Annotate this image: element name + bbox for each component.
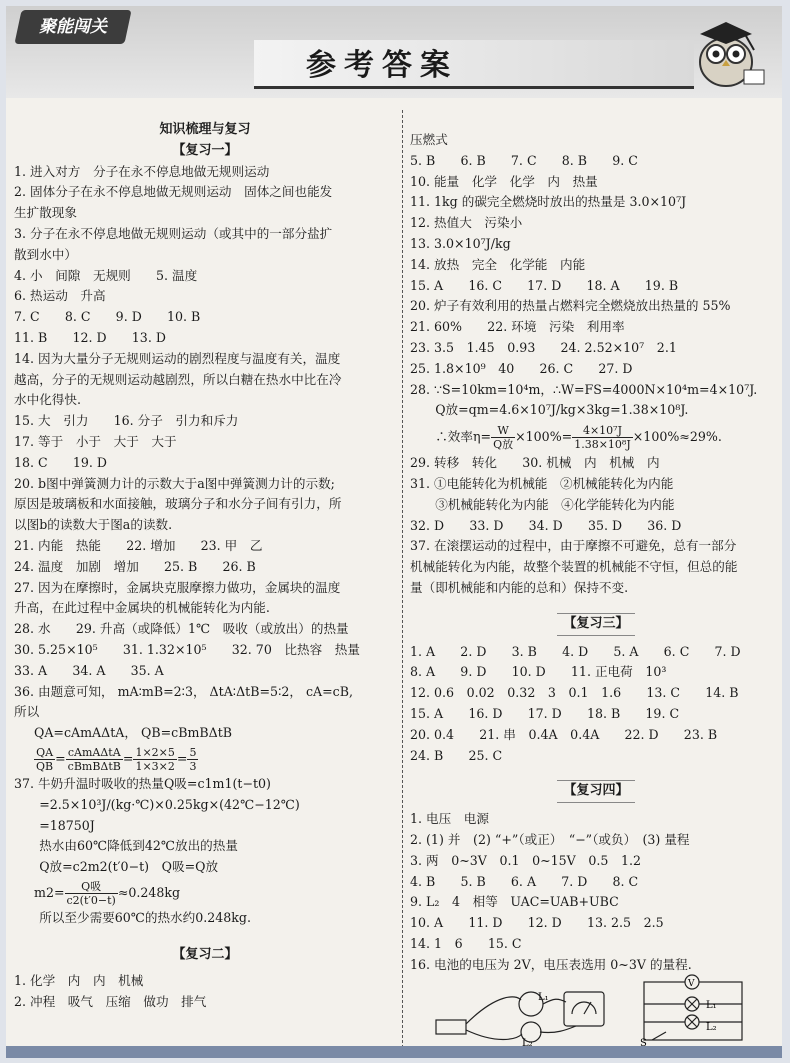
ratio-equation: $\frac{QA}{QB}$ = $\frac{\text{cAmAΔtA}}{\text{cBmBΔtB}}$ = $\frac{1\times 2\times 5}{1\times 3\times 2}$ = $\frac{5}{3}$ (36, 745, 197, 773)
answer-line: 14. 放热 完全 化学能 内能 (410, 256, 586, 272)
answer-line: 13. 3.0×10⁷J/kg (410, 235, 511, 251)
apparatus-drawing (436, 992, 604, 1042)
answer-line: 18. C 19. D (14, 454, 107, 470)
answer-line: ③机械能转化为内能 ④化学能转化为内能 (410, 496, 675, 512)
right-column (410, 130, 782, 975)
answer-line: 12. 热值大 污染小 (410, 215, 523, 231)
answer-line: 10. A 11. D 12. D 13. 2.5 2.5 (410, 915, 664, 931)
answer-line: 水中化得快. (14, 392, 81, 408)
answer-line: 21. 内能 热能 22. 增加 23. 甲 乙 (14, 537, 263, 553)
answer-line: 7. C 8. C 9. D 10. B (14, 309, 201, 325)
section-heading: 知识梳理与复习 (159, 122, 251, 137)
answer-line: 21. 60% 22. 环境 污染 利用率 (410, 319, 625, 335)
answer-line: 24. 温度 加剧 增加 25. B 26. B (14, 558, 256, 574)
fraction: $\frac{W}{\text{Q放}}$ (493, 424, 514, 452)
answer-line: 20. 0.4 21. 串 0.4A 0.4A 22. D 23. B (410, 726, 718, 742)
answer-line: 32. D 33. D 34. D 35. D 36. D (410, 517, 682, 533)
answer-line: 27. 因为在摩擦时，金属块克服摩擦力做功，金属块的温度 (14, 579, 341, 595)
fraction: $\frac{\text{cAmAΔtA}}{\text{cBmBΔtB}}$ (67, 745, 121, 773)
fig-label-l1: L₁ (538, 992, 549, 1003)
answer-line: 2. (1) 并 (2) “+”（或正） “−”（或负） (3) 量程 (410, 831, 690, 847)
fig-label-s: S (640, 1038, 647, 1046)
answer-line: 23. 3.5 1.45 0.93 24. 2.52×10⁷ 2.1 (410, 339, 677, 355)
answer-line: 量（即机械能和内能的总和）保持不变. (410, 579, 629, 595)
answer-line: 15. A 16. D 17. D 18. B 19. C (410, 705, 680, 721)
owl-mascot-icon (684, 10, 768, 90)
efficiency-equation: ∴效率η= $\frac{W}{\text{Q放}}$ ×100%= $\frac{\text{4×10⁷J}}{\text{1.38×10⁸J}}$ ×100%≈29%. (410, 424, 722, 452)
answer-line: 1. 化学 内 内 机械 (14, 973, 144, 989)
answer-line: 11. B 12. D 13. D (14, 329, 166, 345)
answer-line: 所以至少需要60℃的热水约0.248kg. (14, 909, 251, 925)
left-column (14, 120, 396, 1013)
answer-line: 29. 转移 转化 30. 机械 内 机械 内 (410, 455, 660, 471)
answer-line: 4. 小 间隙 无规则 5. 温度 (14, 267, 198, 283)
answer-line: 以图b的读数大于图a的读数. (14, 517, 173, 533)
brand-logo: 聚能闯关 (14, 10, 131, 44)
fraction: $\frac{5}{3}$ (189, 745, 197, 773)
fig-label-l2: L₂ (706, 1022, 717, 1033)
answer-line: 33. A 34. A 35. A (14, 662, 164, 678)
answer-page (6, 6, 782, 1058)
answer-line: 20. b图中弹簧测力计的示数大于a图中弹簧测力计的示数; (14, 475, 335, 491)
answer-line: 28. 水 29. 升高（或降低）1℃ 吸收（或放出）的热量 (14, 621, 349, 637)
section-review-2: 【复习二】 (172, 946, 238, 962)
answer-line: 3. 两 0~3V 0.1 0~15V 0.5 1.2 (410, 852, 642, 868)
answer-line: 36. 由题意可知， mA∶mB=2∶3， ΔtA∶ΔtB=5∶2， cA=cB, (14, 683, 353, 699)
fig-label-l2: L₂ (522, 1038, 533, 1046)
fig-label-l1: L₁ (706, 1000, 717, 1011)
answer-line: 6. 热运动 升高 (14, 288, 106, 304)
answer-line: 升高，在此过程中金属块的机械能转化为内能. (14, 600, 270, 616)
fraction: $\frac{\text{Q吸}}{c2(t'0-t)}$ (66, 879, 116, 907)
answer-line: 热水由60℃降低到42℃放出的热量 (14, 838, 238, 854)
answer-line: 散到水中） (14, 246, 77, 262)
answer-line: 5. B 6. B 7. C 8. B 9. C (410, 152, 638, 168)
answer-line: 37. 牛奶升温时吸收的热量Q吸=c1m1(t−t0) (14, 775, 271, 791)
answer-line: Q放=c2m2(t′0−t) Q吸=Q放 (14, 859, 219, 875)
page-title: 参考答案 (306, 48, 458, 83)
column-divider (402, 110, 403, 1048)
answer-line: 2. 冲程 吸气 压缩 做功 排气 (14, 994, 207, 1010)
answer-line: =2.5×10³J/(kg·℃)×0.25kg×(42℃−12℃) (14, 796, 300, 812)
fraction: $\frac{\text{4×10⁷J}}{\text{1.38×10⁸J}}$ (574, 424, 631, 452)
answer-line: 37. 在滚摆运动的过程中，由于摩擦不可避免，总有一部分 (410, 538, 737, 554)
answer-line: 11. 1kg 的碳完全燃烧时放出的热量是 3.0×10⁷J (410, 194, 687, 210)
answer-line: 30. 5.25×10⁵ 31. 1.32×10⁵ 32. 70 比热容 热量 (14, 641, 360, 657)
section-review-1: 【复习一】 (172, 142, 238, 158)
answer-line: 8. A 9. D 10. D 11. 正电荷 10³ (410, 664, 667, 680)
answer-line: 15. A 16. C 17. D 18. A 19. B (410, 277, 679, 293)
answer-line: 14. 1 6 15. C (410, 935, 522, 951)
answer-line: 生扩散现象 (14, 205, 77, 221)
answer-line: 越高，分子的无规则运动越剧烈，所以白糖在热水中比在冷 (14, 371, 342, 387)
answer-line: 16. 电池的电压为 2V，电压表选用 0~3V 的量程. (410, 956, 692, 972)
fraction: $\frac{QA}{QB}$ (36, 745, 54, 773)
answer-line: 17. 等于 小于 大于 大于 (14, 433, 177, 449)
answer-line: 28. ∵S=10km=10⁴m，∴W=FS=4000N×10⁴m=4×10⁷J. (410, 381, 758, 397)
section-review-3: 【复习三】 (410, 613, 782, 636)
answer-line: 所以 (14, 704, 40, 720)
answer-line: 10. 能量 化学 化学 内 热量 (410, 173, 598, 189)
answer-line: Q放=qm=4.6×10⁷J/kg×3kg=1.38×10⁸J. (410, 402, 689, 418)
page-header (6, 6, 782, 98)
section-review-4: 【复习四】 (410, 780, 782, 803)
answer-line: 9. L₂ 4 相等 UAC=UAB+UBC (410, 894, 619, 910)
answer-line: 31. ①电能转化为机械能 ②机械能转化为内能 (410, 475, 674, 491)
answer-line: 25. 1.8×10⁹ 40 26. C 27. D (410, 360, 633, 376)
answer-line: 1. 电压 电源 (410, 811, 489, 827)
circuit-figures (426, 974, 776, 1046)
answer-line: 1. 进入对方 分子在永不停息地做无规则运动 (14, 163, 270, 179)
answer-line: 12. 0.6 0.02 0.32 3 0.1 1.6 13. C 14. B (410, 685, 739, 701)
equation: QA=cAmAΔtA， QB=cBmBΔtB (34, 725, 233, 741)
answer-line: 机械能转化为内能，故整个装置的机械能不守恒，但总的能 (410, 559, 738, 575)
answer-line: 15. 大 引力 16. 分子 引力和斥力 (14, 413, 239, 429)
answer-line: 3. 分子在永不停息地做无规则运动（或其中的一部分盐扩 (14, 225, 333, 241)
fig-label-v: V (688, 979, 695, 989)
answer-line: 压燃式 (410, 132, 448, 147)
answer-line: 14. 因为大量分子无规则运动的剧烈程度与温度有关，温度 (14, 350, 341, 366)
fraction: $\frac{1\times 2\times 5}{1\times 3\times 2}$ (135, 745, 175, 773)
mass-equation: m2= $\frac{\text{Q吸}}{c2(t'0-t)}$ ≈0.248kg (34, 879, 181, 907)
answer-line: 1. A 2. D 3. B 4. D 5. A 6. C 7. D (410, 643, 741, 659)
answer-line: 2. 固体分子在永不停息地做无规则运动 固体之间也能发 (14, 184, 333, 200)
bottom-border (6, 1046, 782, 1058)
answer-line: 原因是玻璃板和水面接触，玻璃分子和水分子间有引力，所 (14, 496, 342, 512)
answer-line: 20. 炉子有效利用的热量占燃料完全燃烧放出热量的 55% (410, 298, 731, 314)
answer-line: =18750J (14, 817, 95, 833)
answer-line: 4. B 5. B 6. A 7. D 8. C (410, 873, 639, 889)
answer-line: 24. B 25. C (410, 747, 503, 763)
